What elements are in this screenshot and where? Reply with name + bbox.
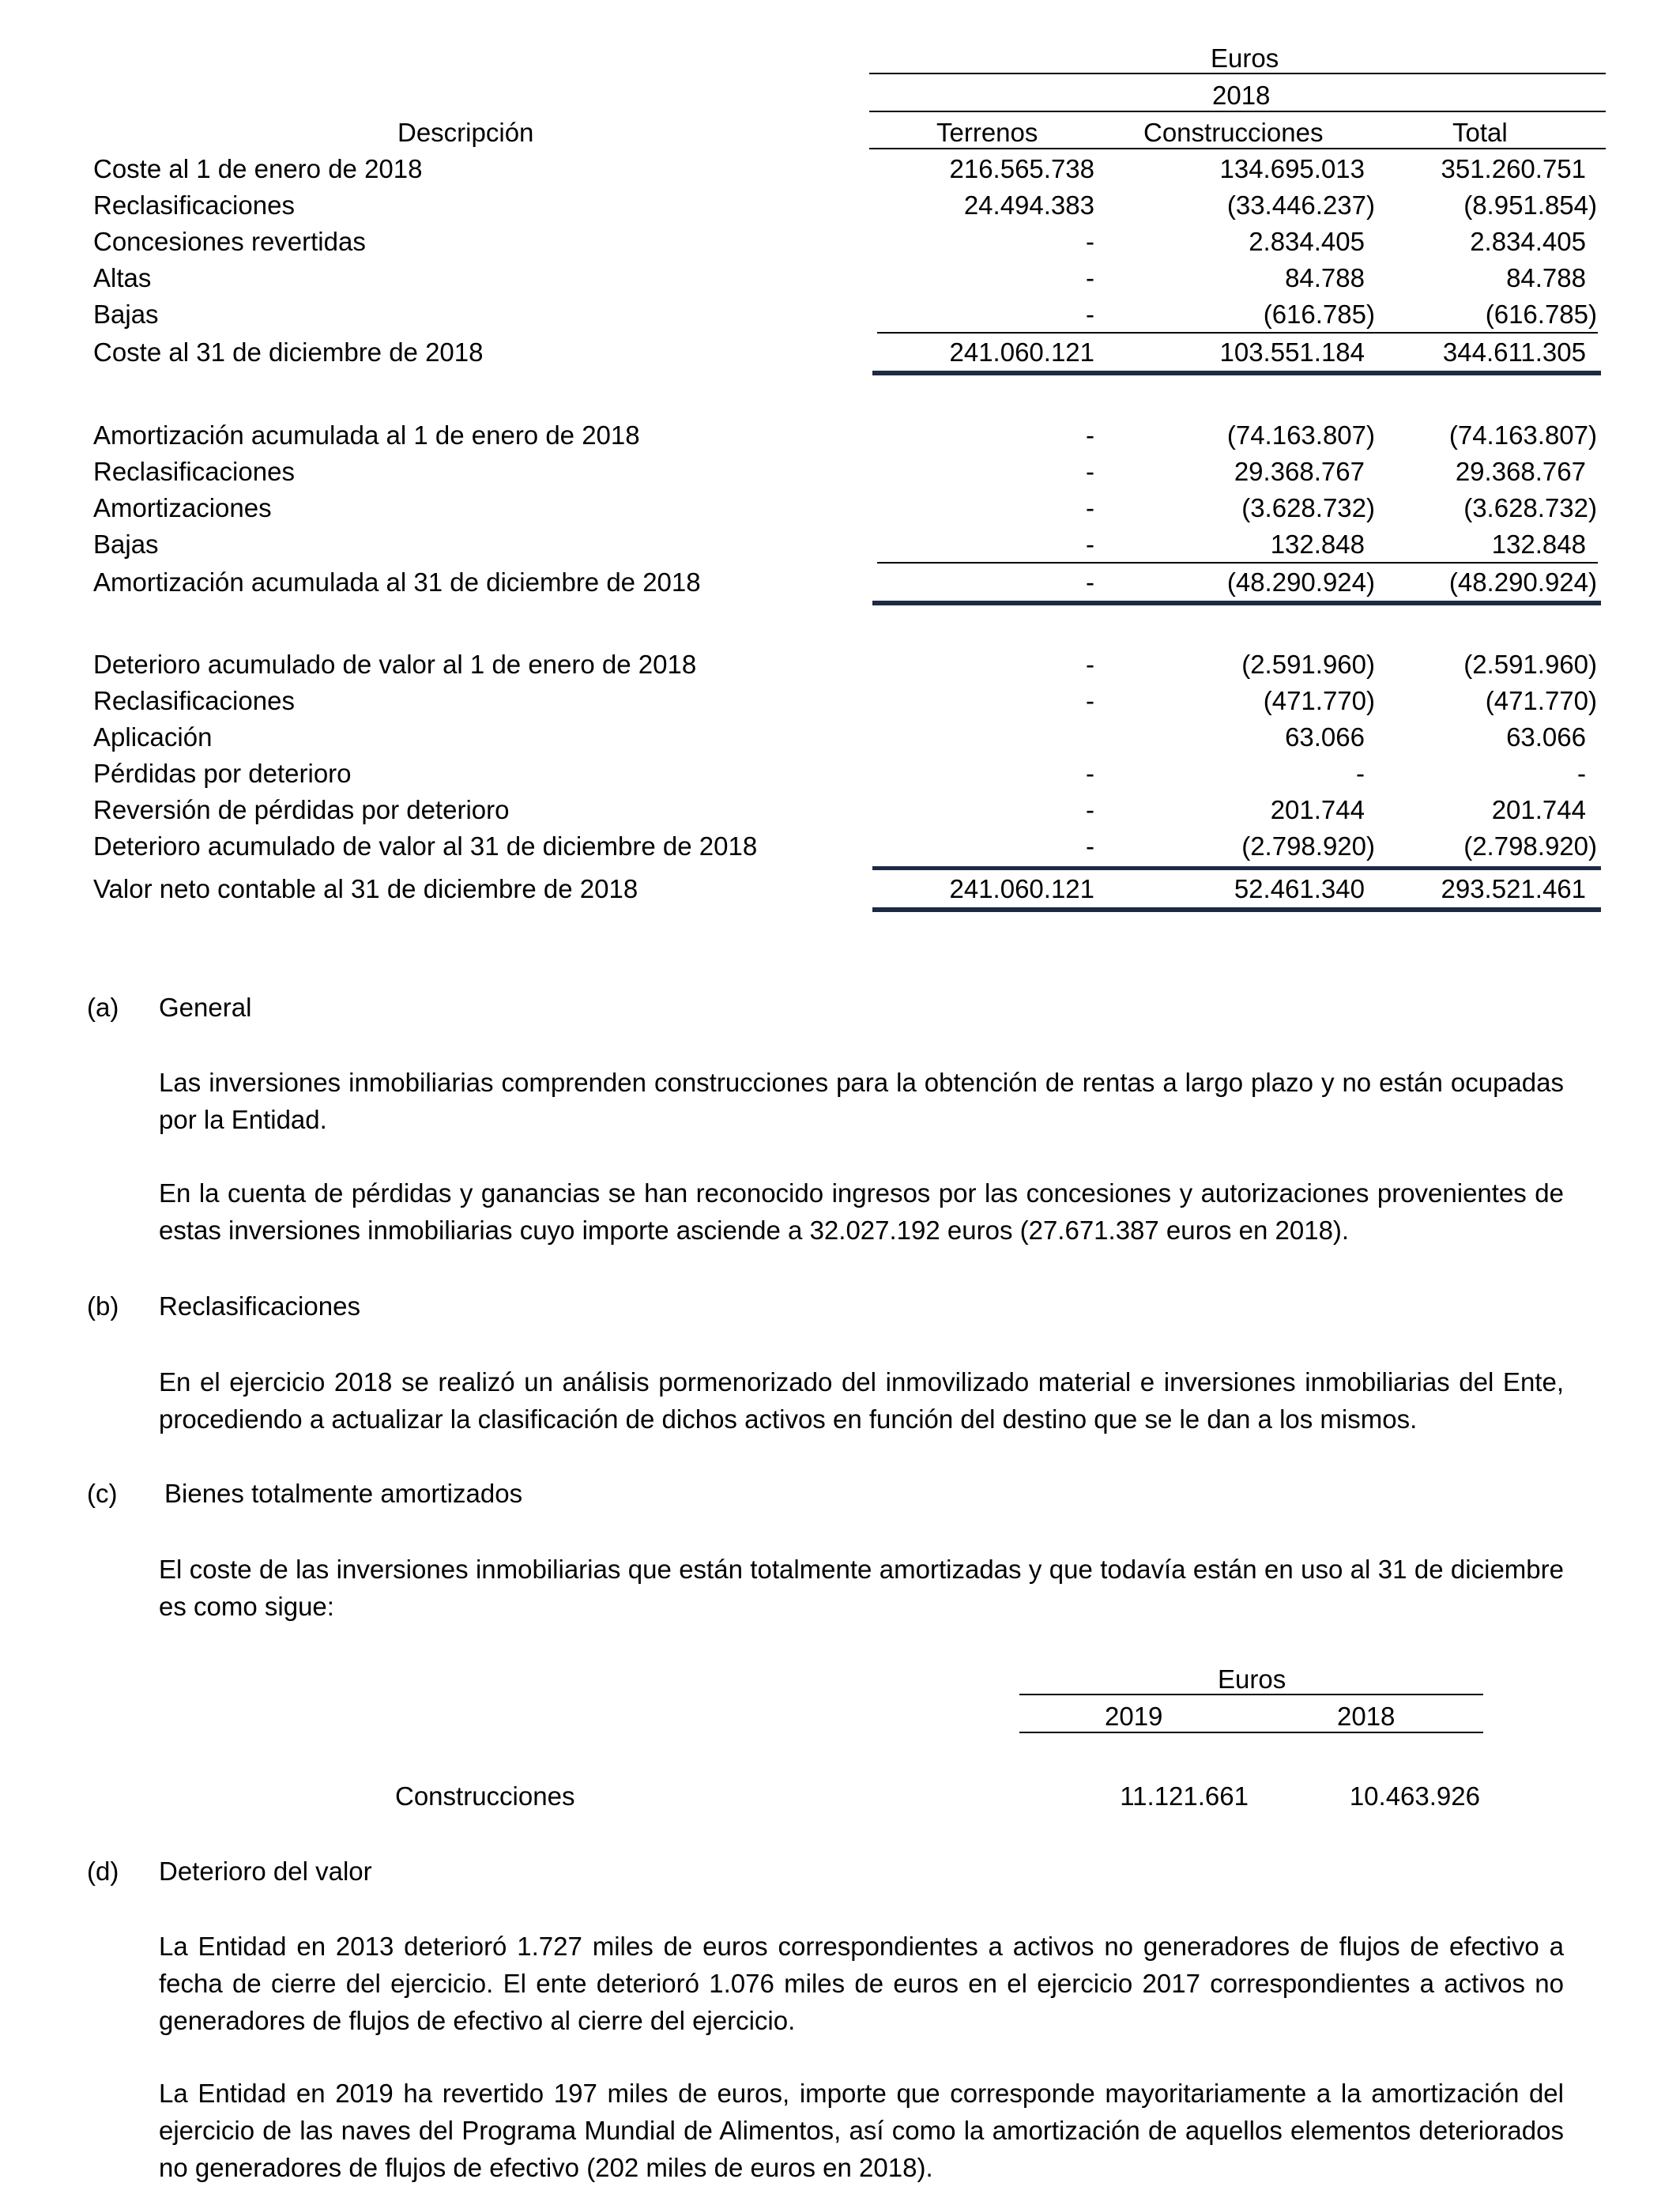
cell-terrenos: - [1086,300,1094,329]
cell-terrenos: 24.494.383 [963,190,1094,220]
cell-terrenos: - [1086,530,1094,559]
cell-total: 344.611.305 [1442,337,1586,367]
cell-terrenos: 216.565.738 [949,154,1094,183]
cell-terrenos: - [1086,227,1094,256]
row-description: Deterioro acumulado de valor al 31 de diciembre de 2018 [93,831,758,861]
cell-construcciones: 103.551.184 [1219,337,1365,367]
net-double-rule-top [872,866,1601,870]
table-row-subtotal [0,334,1680,371]
header-euros: Euros [1211,43,1279,73]
cell-terrenos: - [1086,650,1094,679]
table-row [0,828,1680,865]
cell-total: (2.798.920) [1463,831,1597,861]
cell-total: 84.788 [1506,263,1586,292]
cell-construcciones: (2.798.920) [1241,831,1375,861]
row-description: Amortizaciones [93,493,272,522]
cell-construcciones: (2.591.960) [1241,650,1375,679]
header-year: 2018 [1212,81,1271,110]
subtotal-rule [877,332,1598,334]
cell-terrenos: - [1086,493,1094,522]
cell-construcciones: - [1356,759,1365,788]
table-row-subtotal [0,564,1680,601]
row-description: Coste al 1 de enero de 2018 [93,154,423,183]
cell-total: (48.290.924) [1448,567,1597,597]
cell-total: (74.163.807) [1448,420,1597,450]
section-d-title: Deterioro del valor [159,1857,372,1886]
table2-header-euros: Euros [1218,1664,1286,1694]
header-rule-year [869,111,1606,112]
subtotal-double-rule [872,601,1601,605]
cell-terrenos: - [1086,420,1094,450]
cell-terrenos: - [1086,759,1094,788]
cell-construcciones: 52.461.340 [1234,874,1365,903]
row-description: Concesiones revertidas [93,227,366,256]
cell-construcciones: 201.744 [1270,795,1365,824]
row-description: Altas [93,263,152,292]
table-row [0,454,1680,490]
cell-total: (616.785) [1485,300,1597,329]
row-description: Reclasificaciones [93,457,295,486]
table2-col-2019: 2019 [1105,1702,1163,1731]
table2-header-rule [1019,1694,1483,1695]
table-row [0,683,1680,719]
cell-terrenos: - [1086,567,1094,597]
table-row [0,260,1680,296]
cell-construcciones: (471.770) [1263,686,1375,715]
table-row [0,756,1680,792]
row-description: Bajas [93,300,159,329]
section-a-letter: (a) [87,993,119,1022]
cell-construcciones: 134.695.013 [1219,154,1365,183]
section-c-title: Bienes totalmente amortizados [164,1479,523,1508]
cell-total: (471.770) [1485,686,1597,715]
section-d-letter: (d) [87,1857,119,1886]
cell-total: 2.834.405 [1470,227,1586,256]
row-description: Deterioro acumulado de valor al 1 de enero de 2018 [93,650,697,679]
cell-construcciones: (48.290.924) [1226,567,1375,597]
cell-terrenos: 241.060.121 [949,874,1094,903]
cell-total: 132.848 [1491,530,1586,559]
section-c-letter: (c) [87,1479,118,1508]
cell-construcciones: 29.368.767 [1234,457,1365,486]
section-a-title: General [159,993,252,1022]
section-a-paragraph-1: Las inversiones inmobiliarias comprenden construcciones para la obtención de rentas a largo plazo y no están ocupadas por la Entidad. [159,1068,1564,1134]
table-row-total [0,871,1680,907]
section-c-paragraph-1: El coste de las inversiones inmobiliarias que están totalmente amortizadas y que todavía están en uso al 31 de diciembre es como sigue: [159,1555,1564,1621]
header-rule-top [869,73,1606,74]
col-header-descripcion: Descripción [397,118,534,147]
section-b-paragraph-1: En el ejercicio 2018 se realizó un análisis pormenorizado del inmovilizado material e inversiones inmobiliarias del Ente, procediendo a actualizar la clasificación de dichos activos en función del destino que se le dan a los mismos. [159,1367,1564,1434]
row-description: Valor neto contable al 31 de diciembre de 2018 [93,874,638,903]
table2-header-rule-bottom [1019,1732,1483,1733]
table-row [0,647,1680,683]
row-description: Aplicación [93,722,213,752]
table2-row-label: Construcciones [395,1781,575,1811]
col-header-terrenos: Terrenos [936,118,1038,147]
cell-total: (3.628.732) [1463,493,1597,522]
cell-total: (2.591.960) [1463,650,1597,679]
table-row [0,719,1680,756]
table-row [0,792,1680,828]
row-description: Reclasificaciones [93,190,295,220]
cell-total: (8.951.854) [1463,190,1597,220]
cell-construcciones: (74.163.807) [1226,420,1375,450]
cell-construcciones: 63.066 [1285,722,1365,752]
row-description: Coste al 31 de diciembre de 2018 [93,337,484,367]
section-b-letter: (b) [87,1291,119,1321]
cell-total: 29.368.767 [1455,457,1586,486]
table2-value-2019: 11.121.661 [1120,1781,1249,1811]
cell-construcciones: (616.785) [1263,300,1375,329]
cell-construcciones: (3.628.732) [1241,493,1375,522]
col-header-total: Total [1452,118,1508,147]
row-description: Amortización acumulada al 1 de enero de 2018 [93,420,640,450]
section-d-paragraph-2: La Entidad en 2019 ha revertido 197 miles de euros, importe que corresponde mayoritariamente a la amortización del ejercicio de las naves del Programa Mundial de Alimentos, así como la amortización de aquellos elementos deteriorados no generadores de flujos de efectivo (202 miles de euros en 2018). [159,2079,1564,2182]
row-description: Reversión de pérdidas por deterioro [93,795,510,824]
cell-total: 63.066 [1506,722,1586,752]
cell-terrenos: 241.060.121 [949,337,1094,367]
table-row [0,187,1680,224]
table2-col-2018: 2018 [1337,1702,1396,1731]
row-description: Amortización acumulada al 31 de diciembre de 2018 [93,567,701,597]
col-header-construcciones: Construcciones [1143,118,1324,147]
header-rule-bottom [869,148,1606,149]
cell-total: 351.260.751 [1441,154,1586,183]
subtotal-double-rule [872,371,1601,375]
cell-terrenos: - [1086,831,1094,861]
subtotal-rule [877,562,1598,564]
cell-total: - [1577,759,1586,788]
cell-construcciones: 84.788 [1285,263,1365,292]
cell-terrenos: - [1086,686,1094,715]
cell-construcciones: (33.446.237) [1226,190,1375,220]
cell-terrenos: - [1086,457,1094,486]
table-row [0,417,1680,454]
table-row [0,490,1680,526]
section-a-paragraph-2: En la cuenta de pérdidas y ganancias se han reconocido ingresos por las concesiones y autorizaciones provenientes de estas inversiones inmobiliarias cuyo importe asciende a 32.027.192 euros (27.671.387 euros en 2018). [159,1178,1564,1245]
cell-terrenos: - [1086,795,1094,824]
section-b-title: Reclasificaciones [159,1291,360,1321]
row-description: Reclasificaciones [93,686,295,715]
cell-construcciones: 2.834.405 [1249,227,1365,256]
table2-value-2018: 10.463.926 [1349,1781,1480,1811]
table-row [0,151,1680,187]
table-row [0,224,1680,260]
cell-construcciones: 132.848 [1270,530,1365,559]
row-description: Bajas [93,530,159,559]
cell-total: 201.744 [1491,795,1586,824]
row-description: Pérdidas por deterioro [93,759,352,788]
cell-terrenos: - [1086,263,1094,292]
cell-total: 293.521.461 [1441,874,1586,903]
table-row [0,296,1680,333]
section-d-paragraph-1: La Entidad en 2013 deterioró 1.727 miles de euros correspondientes a activos no generadores de flujos de efectivo a fecha de cierre del ejercicio. El ente deterioró 1.076 miles de euros en el ejercicio 2017 correspondientes a activos no generadores de flujos de efectivo al cierre del ejercicio. [159,1932,1564,2035]
table-row [0,526,1680,563]
net-double-rule-bottom [872,907,1601,912]
